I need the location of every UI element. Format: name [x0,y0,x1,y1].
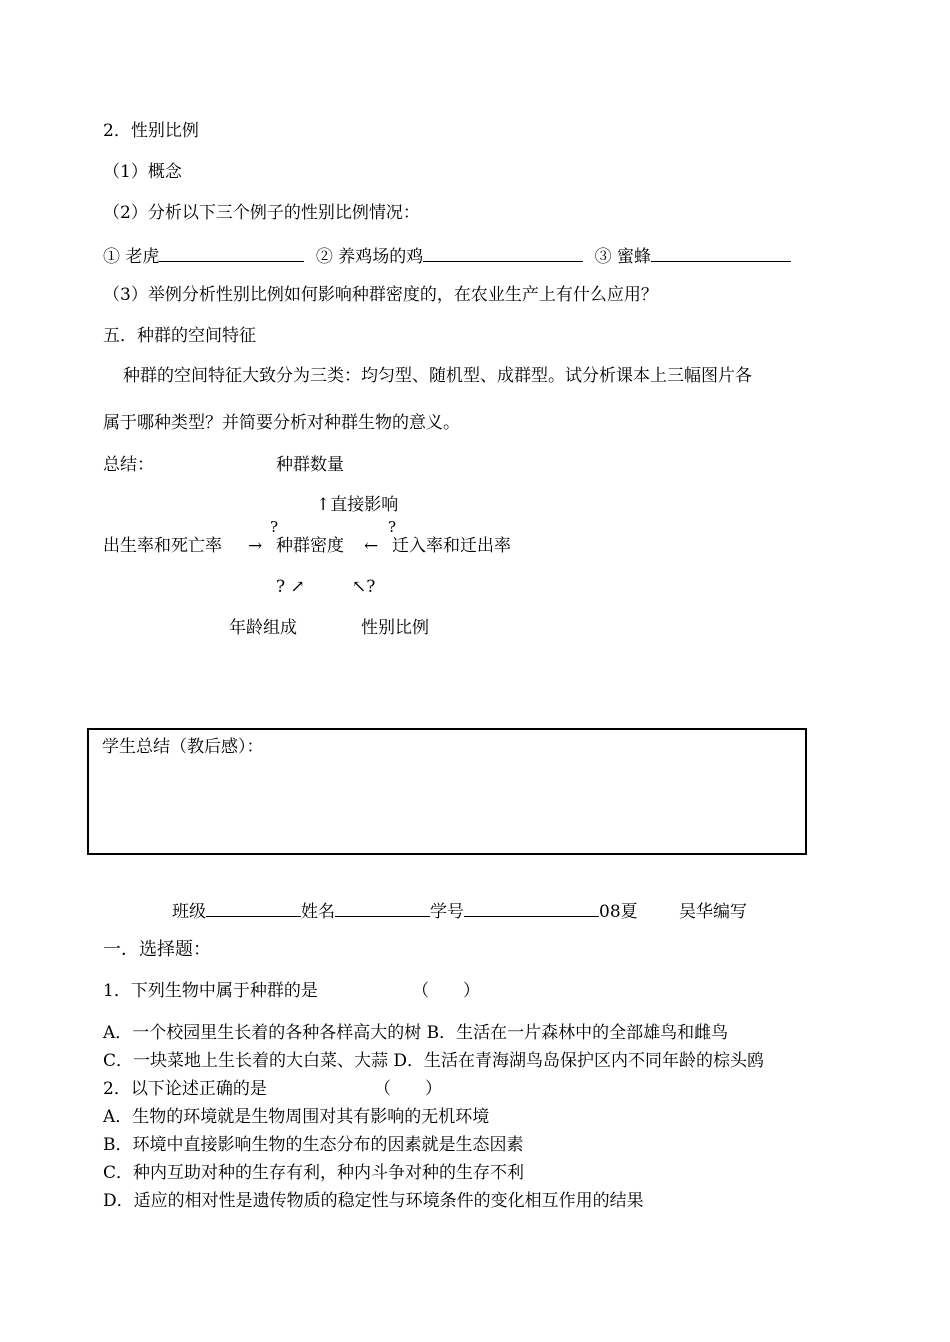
node-population-size: 种群数量 [276,455,344,475]
question-1-options-ab: A．一个校园里生长着的各种各样高大的树 B．生活在一片森林中的全部雄鸟和雌鸟 [103,1023,729,1043]
answer-paren-1[interactable]: （ ） [412,981,480,1001]
student-id-label: 学号 [430,902,464,922]
answer-paren-2[interactable]: （ ） [374,1079,442,1099]
item-application: （3）举例分析性别比例如何影响种群密度的，在农业生产上有什么应用？ [103,285,658,305]
info-line [172,900,747,921]
section-title: 2．性别比例 [103,121,199,141]
student-id-field[interactable] [464,900,599,917]
node-migration-rate: 迁入率和迁出率 [392,536,511,556]
arrow-right: → [248,536,263,556]
arrow-northeast: ? ↗ [276,577,305,597]
term-label: 08夏 [599,902,638,922]
question-1: 1．下列生物中属于种群的是 [103,981,318,1001]
node-birth-death-rate: 出生率和死亡率 [103,536,222,556]
question-2: 2．以下论述正确的是 [103,1079,267,1099]
up-arrow-label: ↑直接影响 [316,495,399,515]
paragraph-line: 属于哪种类型？并简要分析对种群生物的意义。 [103,413,460,433]
class-field[interactable] [206,900,301,917]
paragraph-line: 种群的空间特征大致分为三类：均匀型、随机型、成群型。试分析课本上三幅图片各 [123,366,752,386]
blank-chicken[interactable] [423,245,583,262]
question-mark: ? [388,518,397,536]
node-age-structure: 年龄组成 [229,618,297,638]
name-label: 姓名 [301,902,335,922]
node-sex-ratio: 性别比例 [361,618,429,638]
author-label: 吴华编写 [679,902,748,922]
question-2-option-d: D．适应的相对性是遗传物质的稳定性与环境条件的变化相互作用的结果 [103,1191,644,1211]
name-field[interactable] [335,900,430,917]
example-bee: ③ 蜜蜂 [594,247,652,267]
class-label: 班级 [172,902,206,922]
item-analyze: （2）分析以下三个例子的性别比例情况： [103,203,420,223]
quiz-heading: 一．选择题： [103,939,211,960]
arrow-northwest: ↖? [352,577,376,597]
example-tiger: ① 老虎 [103,247,160,267]
question-mark: ? [270,518,279,536]
blank-bee[interactable] [651,245,791,262]
section-title: 五．种群的空间特征 [103,326,256,346]
blank-tiger[interactable] [159,245,304,262]
summary-label: 总结： [103,455,154,475]
item-concept: （1）概念 [103,162,182,182]
question-2-option-a: A．生物的环境就是生物周围对其有影响的无机环境 [103,1107,490,1127]
student-summary-label: 学生总结（教后感）： [102,737,264,757]
example-row [103,245,791,266]
question-2-option-b: B．环境中直接影响生物的生态分布的因素就是生态因素 [103,1135,524,1155]
question-2-option-c: C．种内互助对种的生存有利，种内斗争对种的生存不利 [103,1163,525,1183]
node-population-density: 种群密度 [276,536,344,556]
example-chicken: ② 养鸡场的鸡 [315,247,424,267]
question-1-options-cd: C．一块菜地上生长着的大白菜、大蒜 D．生活在青海湖鸟岛保护区内不同年龄的棕头鸥 [103,1051,765,1071]
arrow-left: ← [364,536,379,556]
